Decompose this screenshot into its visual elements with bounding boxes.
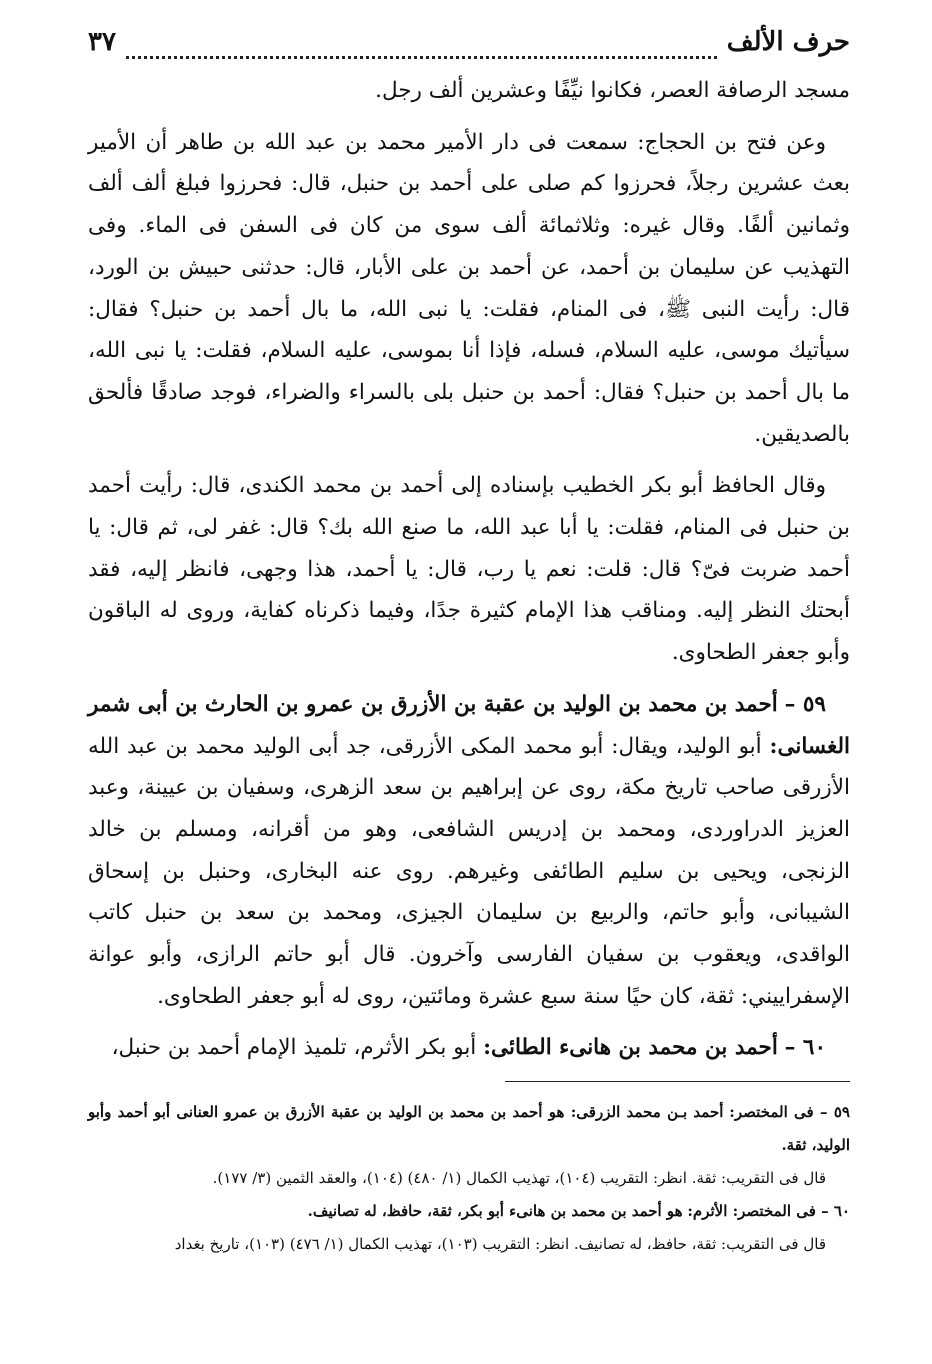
entry-name: أحمد بن محمد بن هانىء الطائى: xyxy=(483,1035,778,1061)
main-text xyxy=(88,70,850,1069)
footnote-59 xyxy=(88,1096,850,1162)
entry-number: ٦٠ – xyxy=(784,1035,826,1061)
entry-text: أبو بكر الأثرم، تلميذ الإمام أحمد بن حنبل، xyxy=(111,1035,477,1061)
entry-60 xyxy=(88,1027,850,1069)
footnote-text: هو أحمد بن محمد بن هانىء أبو بكر، ثقة، حافظ، له تصانيف. xyxy=(307,1202,683,1221)
page-number: ٣٧ xyxy=(88,27,116,57)
paragraph-funeral-count: وعن فتح بن الحجاج: سمعت فى دار الأمير محمد بن عبد الله بن طاهر أن الأمير بعث عشرين رجلاً، فحرزوا كم صلى على أحمد بن حنبل، قال: فحرزوا فبلغ ألف ألف وثمانين ألفًا. وقال غيره: وثلاثمائة ألف سوى من كان فى السفن فى الماء. وفى التهذيب عن سليمان بن أحمد، عن أحمد بن على الأبار، قال: حدثنى حبيش بن الورد، قال: رأيت النبى ﷺ، فى المنام، فقلت: يا نبى الله، ما بال أحمد بن حنبل؟ فقال: سيأتيك موسى، عليه السلام، فسله، فإذا أنا بموسى، عليه السلام، فقلت: يا نبى الله، ما بال أحمد بن حنبل؟ فقال: أحمد بن حنبل بلى بالسراء والضراء، فوجد صادقًا فألحق بالصديقين. xyxy=(88,129,850,447)
paragraph-dream-account: وقال الحافظ أبو بكر الخطيب بإسناده إلى أحمد بن محمد الكندى، قال: رأيت أحمد بن حنبل فى المنام، فقلت: يا أبا عبد الله، ما صنع الله بك؟ قال: غفر لى، ثم قال: يا أحمد ضربت فىّ؟ قال: قلت: نعم يا رب، قال: يا أحمد، هذا وجهى، فانظر إليه، فقد أبحتك النظر إليه. ومناقب هذا الإمام كثيرة جدًا، وفيما ذكرناه كفاية، وروى له الباقون وأبو جعفر الطحاوى. xyxy=(88,473,850,666)
entry-number: ٥٩ – xyxy=(784,691,826,717)
footnote-60 xyxy=(88,1195,850,1228)
entry-name: أحمد بن محمد بن الوليد بن عقبة بن الأزرق بن عمرو بن الحارث بن أبى شمر الغسانى: xyxy=(88,691,850,759)
footnotes xyxy=(88,1096,850,1261)
entry-text: أبو الوليد، ويقال: أبو محمد المكى الأزرقى، جد أبى الوليد محمد بن عبد الله الأزرقى صاحب تاريخ مكة، روى عن إبراهيم بن سعد الزهرى، وسفيان بن عيينة، وعبد العزيز الدراوردى، ومحمد بن إدريس الشافعى، وهو من أقرانه، ومسلم بن خالد الزنجى، ويحيى بن سليم الطائفى وغيرهم. روى عنه البخارى، وحنبل بن إسحاق الشيبانى، وأبو حاتم، والربيع بن سليمان الجيزى، ومحمد بن سعد بن حنبل كاتب الواقدى، ويعقوب بن سفيان الفارسى وآخرون. قال أبو حاتم الرازى، وأبو عوانة الإسفراييني: ثقة، كان حيًا سنة سبع عشرة ومائتين، روى له أبو جعفر الطحاوى. xyxy=(88,733,850,1009)
entry-59 xyxy=(88,684,850,1018)
chapter-title: حرف الألف xyxy=(726,27,850,57)
footnote-59-sources: قال فى التقريب: ثقة. انظر: التقريب (١٠٤)، تهذيب الكمال (١/ ٤٨٠) (١٠٤)، والعقد الثمين (٣/ ١٧٧). xyxy=(212,1169,826,1188)
paragraph-continuation: مسجد الرصافة العصر، فكانوا نيِّفًا وعشرين ألف رجل. xyxy=(375,78,850,103)
footnote-divider xyxy=(505,1081,850,1082)
running-head xyxy=(88,22,850,70)
footnote-lead: ٦٠ – فى المختصر: الأثرم: xyxy=(687,1202,850,1221)
footnote-text: أحمد بـن محمد الزرقى: هو أحمد بن محمد بن الوليد بن عقبة الأزرق بن عمرو العنانى أبو أحمد وأبو الوليد، ثقة. xyxy=(88,1103,850,1155)
footnote-60-sources: قال فى التقريب: ثقة، حافظ، له تصانيف. انظر: التقريب (١٠٣)، تهذيب الكمال (١/ ٤٧٦) (١٠٣)، تاريخ بغداد xyxy=(174,1235,826,1254)
leader-dots xyxy=(126,34,717,59)
footnote-lead: ٥٩ – فى المختصر: xyxy=(729,1103,850,1122)
